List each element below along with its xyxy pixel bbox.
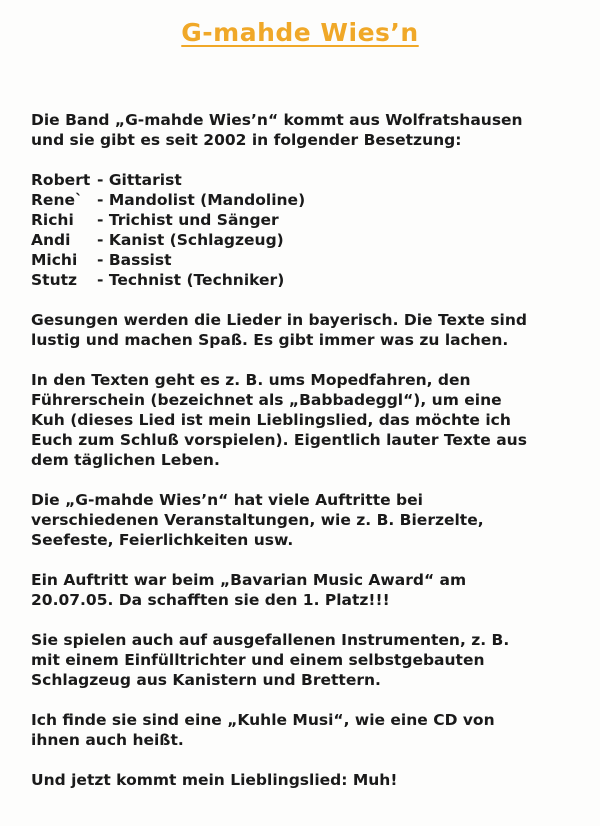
text-line: Euch zum Schluß vorspielen). Eigentlich lauter Texte aus [31,431,527,449]
text-line: lustig und machen Spaß. Es gibt immer was zu lachen. [31,331,509,349]
text-line: ihnen auch heißt. [31,731,184,749]
intro-paragraph [31,110,591,150]
text-line: verschiedenen Veranstaltungen, wie z. B. Bierzelte, [31,511,484,529]
member-role: - Kanist (Schlagzeug) [97,231,284,249]
member-row [31,250,591,270]
text-line: Und jetzt kommt mein Lieblingslied: Muh! [31,771,398,789]
title-text: G-mahde Wies’n [181,18,419,47]
text-line: Ein Auftritt war beim „Bavarian Music Award“ am [31,571,467,589]
member-row [31,170,591,190]
text-line: Kuh (dieses Lied ist mein Lieblingslied, das möchte ich [31,411,511,429]
text-line: Sie spielen auch auf ausgefallenen Instrumenten, z. B. [31,631,510,649]
member-role: - Gittarist [97,171,182,189]
member-row [31,270,591,290]
paragraph-style [31,310,591,350]
paragraph-award [31,570,591,610]
member-name: Stutz [31,271,78,289]
member-list [31,170,591,290]
member-row [31,230,591,250]
member-name: Richi [31,211,74,229]
text-line: Führerschein (bezeichnet als „Babbadeggl“), um eine [31,391,502,409]
member-role: - Mandolist (Mandoline) [97,191,306,209]
document-body [31,110,591,790]
text-line: Seefeste, Feierlichkeiten usw. [31,531,294,549]
text-line: Die „G-mahde Wies’n“ hat viele Auftritte bei [31,491,423,509]
member-name: Andi [31,231,71,249]
text-line: und sie gibt es seit 2002 in folgender Besetzung: [31,131,462,149]
member-row [31,210,591,230]
paragraph-instruments [31,630,591,690]
text-line: mit einem Einfülltrichter und einem selbstgebauten [31,651,485,669]
text-line: Gesungen werden die Lieder in bayerisch. Die Texte sind [31,311,527,329]
member-role: - Technist (Techniker) [97,271,285,289]
member-row [31,190,591,210]
text-line: Ich finde sie sind eine „Kuhle Musi“, wie eine CD von [31,711,495,729]
member-name: Robert [31,171,91,189]
text-line: In den Texten geht es z. B. ums Mopedfahren, den [31,371,471,389]
paragraph-cd [31,710,591,750]
member-name: Rene` [31,191,83,209]
text-line: Schlagzeug aus Kanistern und Brettern. [31,671,381,689]
member-role: - Trichist und Sänger [97,211,279,229]
paragraph-topics [31,370,591,470]
paragraph-performances [31,490,591,550]
paragraph-closing [31,770,591,790]
document-title [0,18,600,47]
text-line: Die Band „G-mahde Wies’n“ kommt aus Wolfratshausen [31,111,523,129]
member-name: Michi [31,251,78,269]
member-role: - Bassist [97,251,172,269]
text-line: dem täglichen Leben. [31,451,220,469]
text-line: 20.07.05. Da schafften sie den 1. Platz!!! [31,591,390,609]
